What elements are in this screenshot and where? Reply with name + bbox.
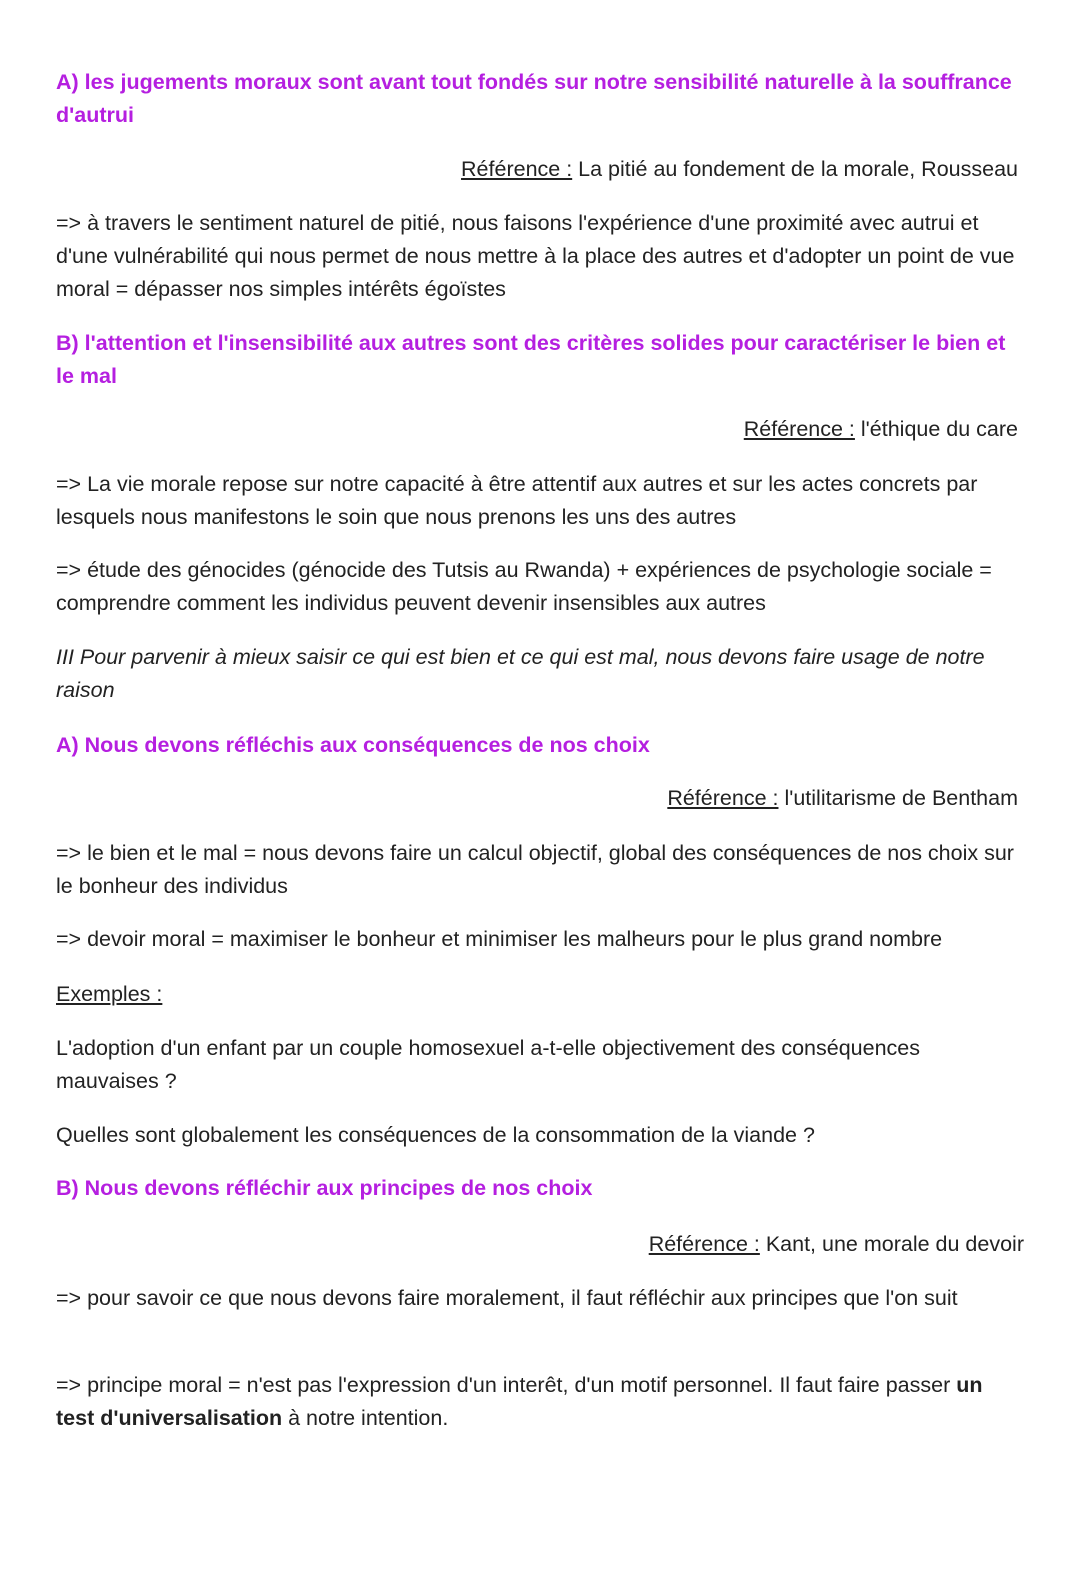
paragraph-calcul: => le bien et le mal = nous devons faire un calcul objectif, global des conséquences de nos choix sur le bonheur des individus bbox=[56, 841, 1014, 898]
reference-rousseau bbox=[461, 153, 1018, 186]
heading-b-principes: B) Nous devons réfléchir aux principes de nos choix bbox=[56, 1176, 593, 1200]
reference-bentham bbox=[667, 782, 1018, 815]
universalisation-test: un test d'universalisation bbox=[56, 1373, 983, 1430]
reference-care bbox=[744, 413, 1018, 446]
section-title-iii: III Pour parvenir à mieux saisir ce qui est bien et ce qui est mal, nous devons faire usage de notre raison bbox=[56, 645, 985, 702]
universalisation-text-a: => principe moral = n'est pas l'expression d'un interêt, d'un motif personnel. Il faut faire passer bbox=[56, 1373, 957, 1397]
paragraph-universalisation bbox=[56, 1369, 1024, 1435]
reference-label: Référence : bbox=[461, 157, 573, 181]
reference-text: Kant, une morale du devoir bbox=[759, 1232, 1024, 1256]
paragraph-vie-morale: => La vie morale repose sur notre capacité à être attentif aux autres et sur les actes concrets par lesquels nous manifestons le soin que nous prenons les uns des autres bbox=[56, 472, 978, 529]
reference-text: l'éthique du care bbox=[854, 417, 1018, 441]
heading-a-pitie: A) les jugements moraux sont avant tout fondés sur notre sensibilité naturelle à la souffrance d'autrui bbox=[56, 70, 1012, 127]
reference-label: Référence : bbox=[648, 1232, 760, 1256]
paragraph-genocides: => étude des génocides (génocide des Tutsis au Rwanda) + expériences de psychologie sociale = comprendre comment les individus peuvent devenir insensibles aux autres bbox=[56, 558, 992, 615]
paragraph-devoir-moral: => devoir moral = maximiser le bonheur et minimiser les malheurs pour le plus grand nombre bbox=[56, 927, 943, 951]
universalisation-text-b: à notre intention. bbox=[282, 1406, 449, 1430]
paragraph-principes: => pour savoir ce que nous devons faire moralement, il faut réfléchir aux principes que l'on suit bbox=[56, 1286, 958, 1310]
example-viande: Quelles sont globalement les conséquences de la consommation de la viande ? bbox=[56, 1123, 815, 1147]
paragraph-pitie: => à travers le sentiment naturel de pitié, nous faisons l'expérience d'une proximité avec autrui et d'une vulnérabilité qui nous permet de nous mettre à la place des autres et d'adopter un point de vue moral = dépasser nos simples intérêts égoïstes bbox=[56, 211, 1015, 301]
reference-text: La pitié au fondement de la morale, Rousseau bbox=[572, 157, 1018, 181]
example-adoption: L'adoption d'un enfant par un couple homosexuel a-t-elle objectivement des conséquences mauvaises ? bbox=[56, 1036, 921, 1093]
examples-label: Exemples : bbox=[56, 982, 163, 1006]
heading-b-attention: B) l'attention et l'insensibilité aux autres sont des critères solides pour caractériser le bien et le mal bbox=[56, 331, 1006, 388]
reference-kant bbox=[649, 1228, 1024, 1261]
heading-a-consequences: A) Nous devons réfléchis aux conséquences de nos choix bbox=[56, 733, 650, 757]
reference-label: Référence : bbox=[667, 786, 779, 810]
reference-text: l'utilitarisme de Bentham bbox=[778, 786, 1018, 810]
reference-label: Référence : bbox=[743, 417, 855, 441]
